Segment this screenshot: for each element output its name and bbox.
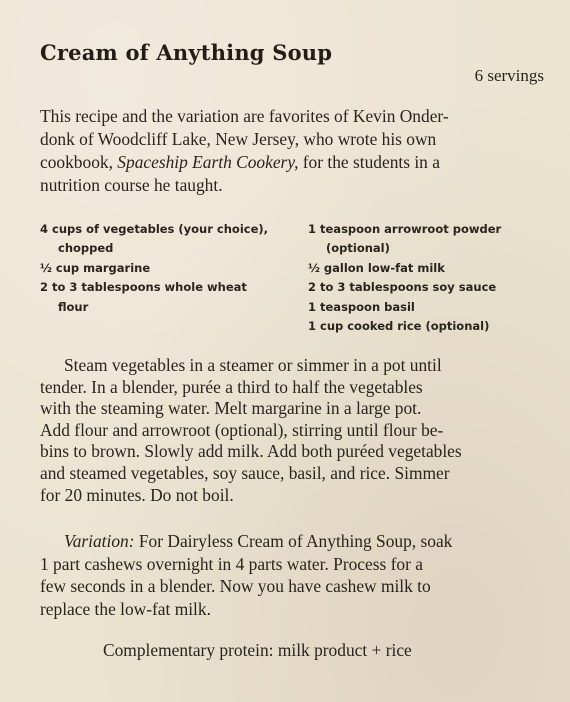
complementary-protein-note: Complementary protein: milk product + rice [103, 640, 412, 660]
intro-line: This recipe and the variation are favorites of Kevin Onder- [40, 106, 449, 126]
intro-line: donk of Woodcliff Lake, New Jersey, who wrote his own [40, 129, 437, 149]
intro-line: nutrition course he taught. [40, 175, 223, 195]
intro-text: cookbook, [40, 152, 118, 172]
method-line: with the steaming water. Melt margarine in a large pot. [40, 398, 422, 419]
intro-text: for the students in a [298, 152, 440, 172]
ingredients-right-column [308, 220, 548, 336]
ingredient-item: 1 cup cooked rice (optional) [308, 319, 490, 334]
recipe-intro [40, 105, 545, 197]
method-line: bins to brown. Slowly add milk. Add both puréed vegetables [40, 441, 462, 462]
recipe-title: Cream of Anything Soup [40, 40, 333, 65]
ingredient-item: 2 to 3 tablespoons soy sauce [308, 280, 497, 295]
variation-line: 1 part cashews overnight in 4 parts water. Process for a [40, 553, 423, 574]
ingredient-item: 2 to 3 tablespoons whole wheat flour [40, 280, 247, 314]
variation-text: For Dairyless Cream of Anything Soup, soak [134, 531, 453, 551]
variation-label: Variation: [64, 531, 135, 551]
variation-line: few seconds in a blender. Now you have cashew milk to [40, 576, 431, 596]
ingredients-list [40, 220, 545, 335]
servings: 6 servings [474, 66, 544, 85]
ingredient-item: ½ cup margarine [40, 260, 151, 275]
method-line: and steamed vegetables, soy sauce, basil, and rice. Simmer [40, 462, 450, 483]
ingredients-left-column [40, 220, 295, 317]
variation-paragraph [40, 530, 545, 620]
method-line: tender. In a blender, purée a third to half the vegetables [40, 376, 423, 397]
intro-line [40, 151, 545, 174]
variation-line: replace the low-fat milk. [40, 598, 211, 619]
method-line: Add flour and arrowroot (optional), stirring until flour be- [40, 419, 444, 440]
book-title: Spaceship Earth Cookery, [117, 152, 299, 172]
method-paragraph [40, 355, 545, 506]
method-line: Steam vegetables in a steamer or simmer in a pot until [64, 355, 442, 375]
ingredient-item: ½ gallon low-fat milk [308, 260, 445, 275]
ingredient-item: 1 teaspoon basil [308, 299, 415, 314]
method-line: for 20 minutes. Do not boil. [40, 484, 234, 505]
ingredient-item: 4 cups of vegetables (your choice), chopped [40, 222, 269, 256]
variation-line [40, 530, 545, 553]
ingredient-item: 1 teaspoon arrowroot powder (optional) [308, 222, 502, 256]
